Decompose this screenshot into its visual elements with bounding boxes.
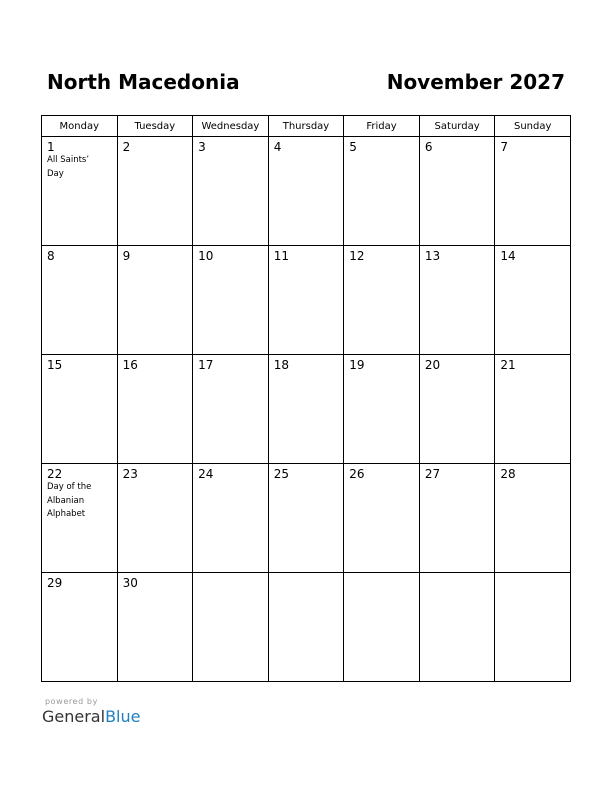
day-cell bbox=[42, 246, 118, 355]
day-cell bbox=[344, 246, 420, 355]
day-number: 28 bbox=[500, 467, 516, 481]
week-row bbox=[42, 355, 571, 464]
day-cell bbox=[117, 246, 193, 355]
day-cell bbox=[268, 137, 344, 246]
day-number: 19 bbox=[349, 358, 365, 372]
day-cell bbox=[419, 355, 495, 464]
day-number: 3 bbox=[198, 140, 206, 154]
day-number: 24 bbox=[198, 467, 214, 481]
weekday-header-row bbox=[42, 116, 571, 137]
week-row bbox=[42, 573, 571, 682]
day-cell bbox=[42, 464, 118, 573]
day-cell bbox=[495, 464, 571, 573]
day-cell bbox=[193, 464, 269, 573]
day-number: 29 bbox=[47, 576, 63, 590]
day-number: 8 bbox=[47, 249, 55, 263]
month-year-title: November 2027 bbox=[386, 70, 565, 94]
calendar-grid bbox=[41, 115, 571, 682]
day-cell bbox=[193, 246, 269, 355]
day-cell bbox=[117, 573, 193, 682]
day-number: 25 bbox=[273, 467, 289, 481]
day-number: 10 bbox=[198, 249, 214, 263]
day-cell bbox=[193, 355, 269, 464]
week-row bbox=[42, 464, 571, 573]
day-number: 27 bbox=[424, 467, 441, 481]
weekday-header: Tuesday bbox=[117, 116, 193, 137]
weekday-header: Sunday bbox=[495, 116, 571, 137]
day-number: 9 bbox=[122, 249, 131, 263]
day-number: 12 bbox=[349, 249, 365, 263]
day-cell bbox=[344, 355, 420, 464]
day-cell bbox=[495, 137, 571, 246]
day-cell bbox=[495, 246, 571, 355]
day-number: 22 bbox=[47, 467, 63, 481]
day-number: 5 bbox=[349, 140, 357, 154]
day-cell bbox=[117, 137, 193, 246]
weekday-header: Monday bbox=[42, 116, 118, 137]
brand-blue: Blue bbox=[105, 707, 141, 726]
day-number: 21 bbox=[500, 358, 516, 372]
day-cell bbox=[419, 573, 495, 682]
day-number: 6 bbox=[424, 140, 433, 154]
day-cell bbox=[117, 464, 193, 573]
holiday-label: All Saints’ Day bbox=[47, 155, 90, 179]
day-number: 18 bbox=[273, 358, 289, 372]
holiday-label: Day of the Albanian Alphabet bbox=[47, 482, 92, 519]
brand-general: General bbox=[42, 707, 106, 726]
day-cell bbox=[117, 355, 193, 464]
country-title: North Macedonia bbox=[47, 70, 240, 94]
day-cell bbox=[268, 464, 344, 573]
day-cell bbox=[268, 246, 344, 355]
day-cell bbox=[344, 464, 420, 573]
day-number: 26 bbox=[349, 467, 365, 481]
powered-by-text: powered by bbox=[45, 697, 98, 706]
day-cell bbox=[42, 355, 118, 464]
day-cell bbox=[419, 137, 495, 246]
day-number: 1 bbox=[47, 140, 55, 154]
weekday-header: Wednesday bbox=[193, 116, 269, 137]
day-cell bbox=[419, 246, 495, 355]
week-row bbox=[42, 137, 571, 246]
day-cell bbox=[419, 464, 495, 573]
generalblue-logo[interactable] bbox=[42, 707, 140, 726]
weekday-header: Friday bbox=[344, 116, 420, 137]
footer-branding bbox=[42, 697, 140, 726]
day-cell bbox=[42, 137, 118, 246]
day-number: 14 bbox=[500, 249, 516, 263]
day-number: 15 bbox=[47, 358, 63, 372]
day-number: 11 bbox=[273, 249, 289, 263]
day-number: 20 bbox=[424, 358, 441, 372]
day-number: 17 bbox=[198, 358, 214, 372]
day-number: 16 bbox=[122, 358, 138, 372]
day-cell bbox=[344, 573, 420, 682]
day-number: 13 bbox=[424, 249, 441, 263]
day-number: 23 bbox=[122, 467, 138, 481]
day-cell bbox=[268, 573, 344, 682]
day-cell bbox=[268, 355, 344, 464]
day-number: 7 bbox=[500, 140, 509, 154]
week-row bbox=[42, 246, 571, 355]
day-cell bbox=[193, 137, 269, 246]
day-number: 30 bbox=[122, 576, 138, 590]
day-number: 2 bbox=[122, 140, 131, 154]
weekday-header: Saturday bbox=[419, 116, 495, 137]
day-cell bbox=[344, 137, 420, 246]
day-cell bbox=[495, 355, 571, 464]
day-cell bbox=[42, 573, 118, 682]
day-number: 4 bbox=[273, 140, 282, 154]
day-cell bbox=[495, 573, 571, 682]
day-cell bbox=[193, 573, 269, 682]
weekday-header: Thursday bbox=[268, 116, 344, 137]
